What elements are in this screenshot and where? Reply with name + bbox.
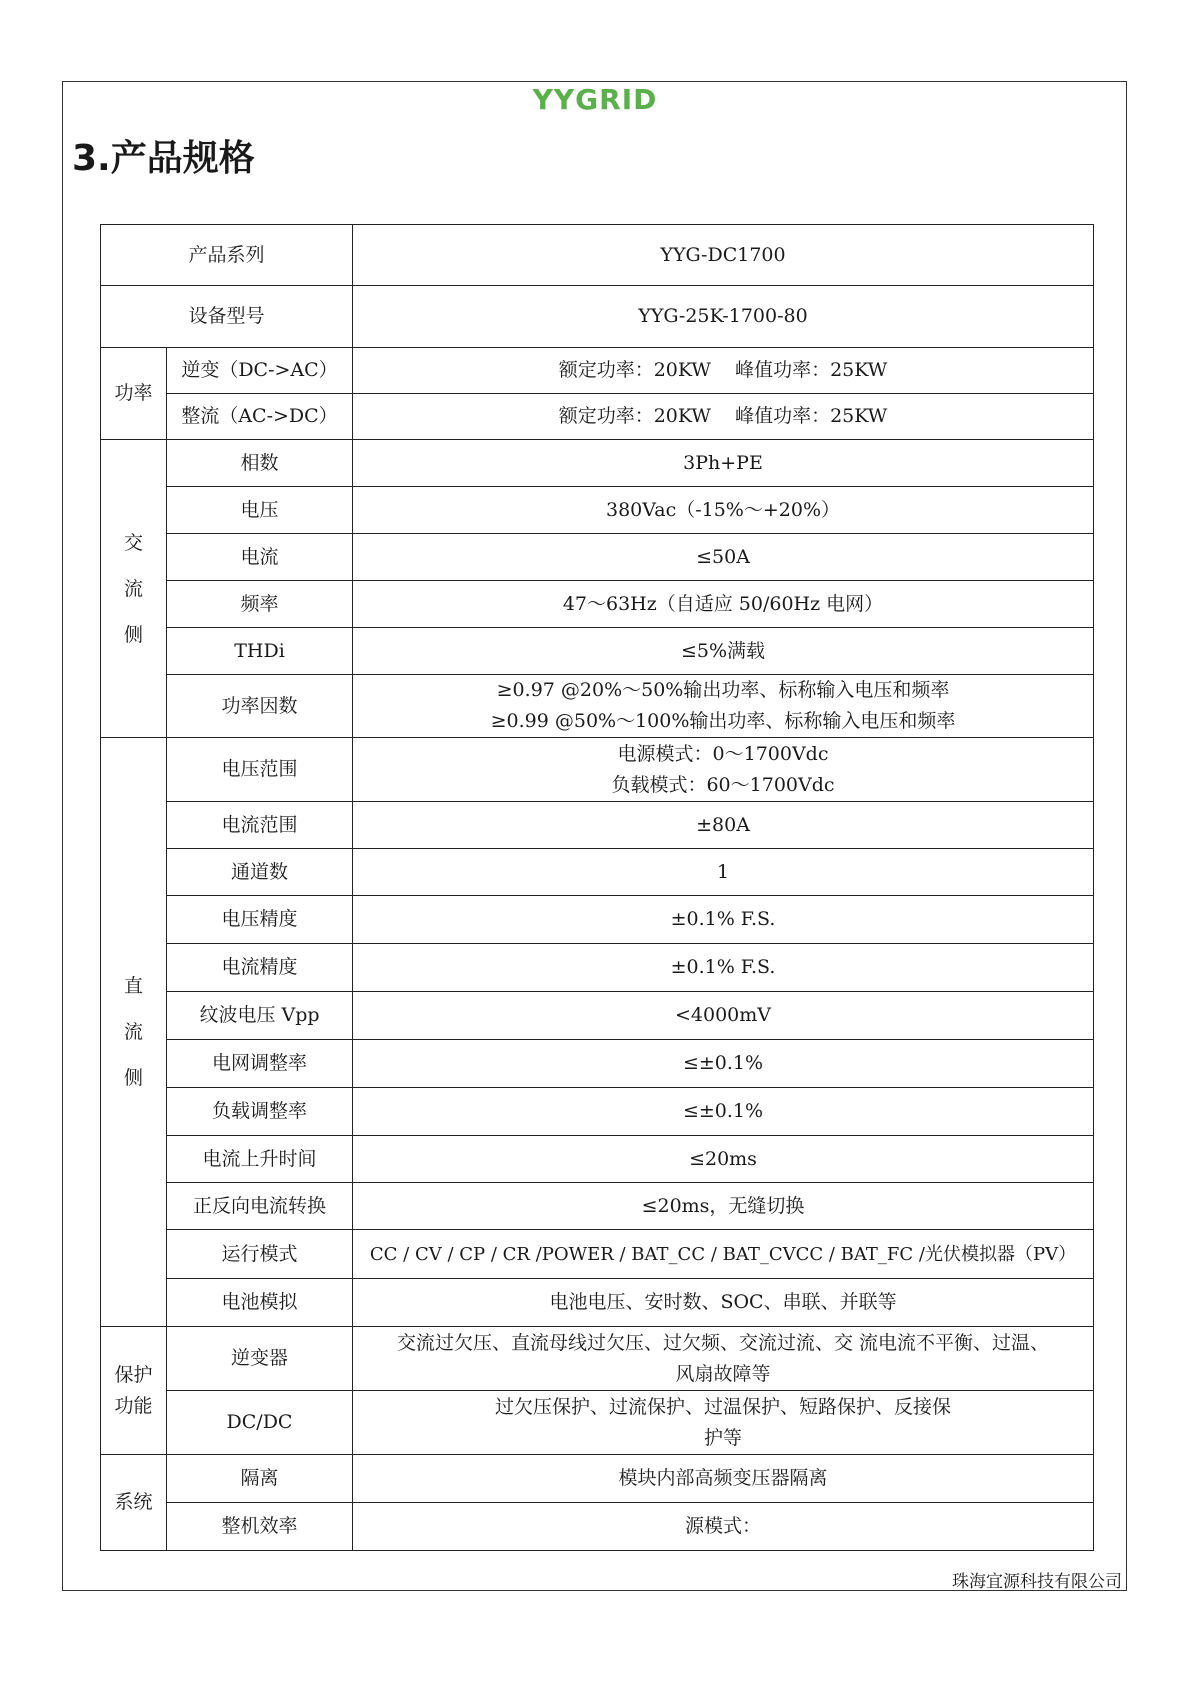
spec-label: 频率	[167, 581, 353, 628]
spec-label: 电压精度	[167, 896, 353, 944]
table-row	[101, 1040, 1094, 1088]
spec-label: DC/DC	[167, 1391, 353, 1455]
spec-label: 运行模式	[167, 1230, 353, 1279]
spec-value: 380Vac（-15%～+20%）	[353, 487, 1094, 534]
category-protection: 保护 功能	[101, 1327, 167, 1455]
table-row	[101, 628, 1094, 675]
spec-value-line: 交流过欠压、直流母线过欠压、过欠频、交流过流、交 流电流不平衡、过温、	[396, 1331, 1050, 1354]
table-row	[101, 394, 1094, 440]
spec-value: 源模式：	[353, 1503, 1094, 1551]
company-footer: 珠海宜源科技有限公司	[952, 1572, 1122, 1592]
table-row	[101, 1088, 1094, 1136]
category-ac: 交 流 侧	[101, 440, 167, 738]
spec-label: 隔离	[167, 1455, 353, 1503]
spec-label: 电流上升时间	[167, 1136, 353, 1183]
spec-table	[100, 224, 1094, 1551]
table-row	[101, 1503, 1094, 1551]
table-row	[101, 348, 1094, 394]
spec-value: ±80A	[353, 802, 1094, 849]
spec-label: 产品系列	[101, 225, 353, 286]
table-row	[101, 849, 1094, 896]
spec-value: CC / CV / CP / CR /POWER / BAT_CC / BAT_CVCC / BAT_FC /光伏模拟器（PV）	[353, 1230, 1094, 1279]
spec-label: 负载调整率	[167, 1088, 353, 1136]
spec-value: YYG-DC1700	[353, 225, 1094, 286]
spec-value-line: 负载模式：60～1700Vdc	[611, 773, 835, 796]
spec-label: 相数	[167, 440, 353, 487]
spec-value: ≤5%满载	[353, 628, 1094, 675]
table-row	[101, 487, 1094, 534]
category-dc: 直 流 侧	[101, 738, 167, 1327]
table-row	[101, 440, 1094, 487]
spec-value: 3Ph+PE	[353, 440, 1094, 487]
spec-label: 正反向电流转换	[167, 1183, 353, 1230]
spec-value: ≤20ms，无缝切换	[353, 1183, 1094, 1230]
table-row	[101, 896, 1094, 944]
table-row	[101, 944, 1094, 992]
spec-value: ≤20ms	[353, 1136, 1094, 1183]
table-row	[101, 1279, 1094, 1327]
spec-label: 整机效率	[167, 1503, 353, 1551]
spec-label: 逆变（DC->AC）	[167, 348, 353, 394]
spec-value-line: 过欠压保护、过流保护、过温保护、短路保护、反接保	[495, 1395, 952, 1418]
spec-label: 整流（AC->DC）	[167, 394, 353, 440]
spec-label: THDi	[167, 628, 353, 675]
spec-label: 纹波电压 Vpp	[167, 992, 353, 1040]
spec-label: 电流精度	[167, 944, 353, 992]
company-logo	[0, 83, 1190, 116]
spec-value: 47～63Hz（自适应 50/60Hz 电网）	[353, 581, 1094, 628]
spec-value: <4000mV	[353, 992, 1094, 1040]
spec-value-line: 风扇故障等	[675, 1362, 771, 1385]
spec-value: YYG-25K-1700-80	[353, 286, 1094, 348]
logo-text: YYGRID	[532, 83, 658, 116]
table-row	[101, 1230, 1094, 1279]
table-row	[101, 802, 1094, 849]
spec-value: ≤±0.1%	[353, 1040, 1094, 1088]
spec-value-line: ≥0.97 @20%～50%输出功率、标称输入电压和频率	[496, 679, 950, 701]
spec-value: 额定功率：20KW 峰值功率：25KW	[353, 394, 1094, 440]
spec-value	[353, 1391, 1094, 1455]
table-row	[101, 286, 1094, 348]
table-row	[101, 1136, 1094, 1183]
table-row	[101, 1391, 1094, 1455]
spec-label: 电压范围	[167, 738, 353, 802]
table-row	[101, 1455, 1094, 1503]
spec-label: 电网调整率	[167, 1040, 353, 1088]
spec-value: 额定功率：20KW 峰值功率：25KW	[353, 348, 1094, 394]
table-row	[101, 225, 1094, 286]
spec-label: 电压	[167, 487, 353, 534]
table-row	[101, 675, 1094, 738]
table-row	[101, 1327, 1094, 1391]
spec-label: 功率因数	[167, 675, 353, 738]
spec-value	[353, 738, 1094, 802]
category-power: 功率	[101, 348, 167, 440]
table-row	[101, 738, 1094, 802]
spec-value-line: ≥0.99 @50%～100%输出功率、标称输入电压和频率	[490, 710, 956, 732]
spec-label: 逆变器	[167, 1327, 353, 1391]
spec-value: ≤±0.1%	[353, 1088, 1094, 1136]
spec-value: 电池电压、安时数、SOC、串联、并联等	[353, 1279, 1094, 1327]
category-system: 系统	[101, 1455, 167, 1551]
table-row	[101, 992, 1094, 1040]
spec-value: ≤50A	[353, 534, 1094, 581]
spec-label: 电流范围	[167, 802, 353, 849]
table-row	[101, 1183, 1094, 1230]
spec-label: 电池模拟	[167, 1279, 353, 1327]
spec-value: ±0.1% F.S.	[353, 944, 1094, 992]
spec-value: 模块内部高频变压器隔离	[353, 1455, 1094, 1503]
spec-value: ±0.1% F.S.	[353, 896, 1094, 944]
spec-label: 电流	[167, 534, 353, 581]
table-row	[101, 581, 1094, 628]
spec-value	[353, 675, 1094, 738]
spec-label: 通道数	[167, 849, 353, 896]
spec-label: 设备型号	[101, 286, 353, 348]
page-title: 3.产品规格	[72, 138, 255, 179]
spec-value-line: 电源模式：0～1700Vdc	[617, 742, 829, 765]
spec-value	[353, 1327, 1094, 1391]
spec-value: 1	[353, 849, 1094, 896]
table-row	[101, 534, 1094, 581]
spec-value-line: 护等	[704, 1426, 743, 1449]
